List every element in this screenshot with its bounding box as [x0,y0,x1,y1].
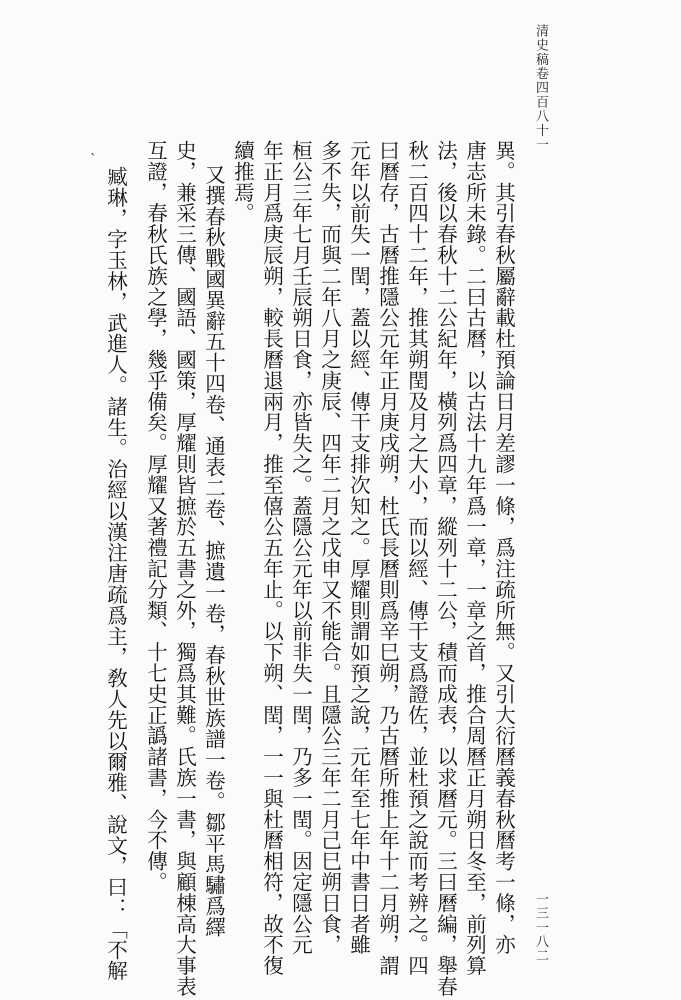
text-column: 年正月爲庚辰朔，較長曆退兩月，推至僖公五年止。以下朔、閏，一一與杜曆相符，故不復 [259,140,284,976]
text-column: 秋二百四十二年，推其朔閏及月之大小，而以經、傳干支爲證佐，並杜預之說而考辨之。四 [404,140,429,976]
running-title: 清史稿卷四百八十一 [533,24,548,152]
text-column: 元年以前失一閏，蓋以經、傳干支排次知之。厚耀則謂如預之說，元年至七年中書日者雖 [346,140,371,956]
text-column: 桓公三年七月壬辰朔日食，亦皆失之。蓋隱公元年以前非失一閏，乃多一閏。因定隱公元 [288,140,313,956]
biography-start-column: 臧琳，字玉林，武進人。諸生。治經以漢注唐疏爲主，敎人先以爾雅、說文，曰：「不解 [103,166,128,982]
page-number: 一三一八二 [533,892,548,963]
text-column: 曰曆存，古曆推隱公元年正月庚戌朔，杜氏長曆則爲辛巳朔，乃古曆所推上年十二月朔，謂 [375,140,400,976]
text-column: 異。其引春秋屬辭載杜預論日月差謬一條，爲注疏所無。又引大衍曆義春秋曆考一條，亦 [491,140,516,956]
text-column: 史，兼采三傳、國語、國策，厚耀則皆摭於五書之外，獨爲其難。氏族一書，與顧棟高大事表 [172,140,197,997]
text-column: 續推焉。 [230,140,255,224]
text-column: 多不失，而與二年八月之庚辰、四年二月之戊申又不能合。且隱公三年二月己巳朔日食， [317,140,342,956]
text-column: 互證，春秋氏族之學，幾乎備矣。厚耀又著禮記分類、十七史正譌諸書，今不傳。 [143,140,168,893]
text-column: 唐志所未錄。二曰古曆，以古法十九年爲一章，一章之首，推合周曆正月朔日冬至，前列算 [462,140,487,976]
paragraph-start-column: 又撰春秋戰國異辭五十四卷、通表二卷、摭遺一卷，春秋世族譜一卷。鄒平馬驌爲繹 [201,164,226,938]
margin-mark: ˋ [90,152,97,168]
text-column: 法，後以春秋十二公紀年，橫列爲四章，縱列十二公，積而成表，以求曆元。三曰曆編，舉春 [433,140,458,997]
